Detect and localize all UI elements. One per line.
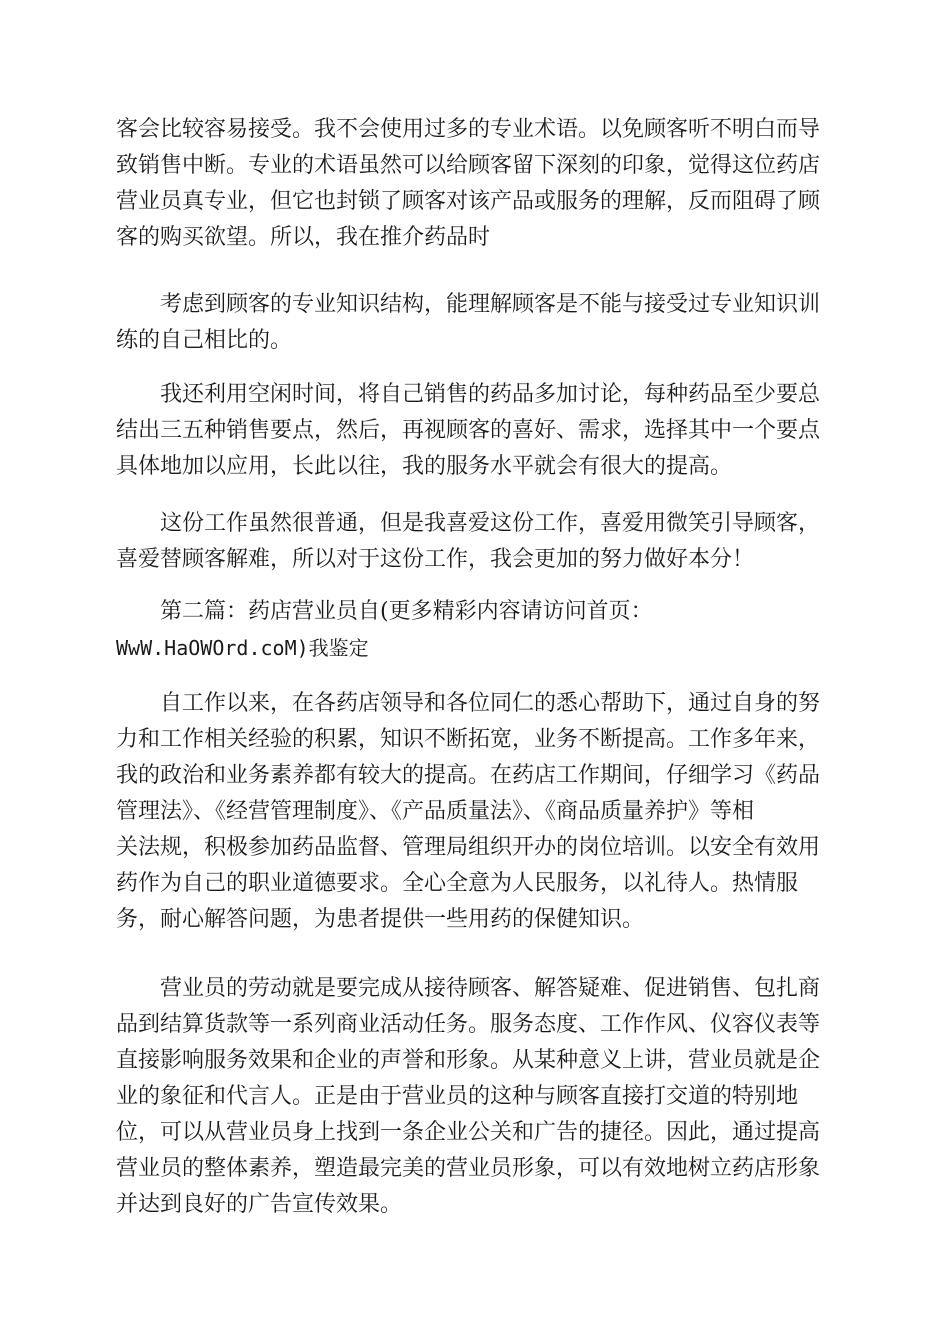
text-line: 这份工作虽然很普通，但是我喜爱这份工作，喜爱用微笑引导顾客，: [116, 511, 821, 536]
text-line: 位，可以从营业员身上找到一条企业公关和广告的捷径。因此，通过提高: [116, 1120, 821, 1145]
text-line: 结出三五种销售要点，然后，再视顾客的喜好、需求，选择其中一个要点: [116, 418, 821, 443]
text-line: 营业员的整体素养，塑造最完美的营业员形象，可以有效地树立药店形象: [116, 1156, 821, 1181]
text-line: 业的象征和代言人。正是由于营业员的这种与顾客直接打交道的特别地: [116, 1084, 799, 1109]
text-line: 务，耐心解答问题，为患者提供一些用药的保健知识。: [116, 907, 645, 932]
paragraph-3: [116, 377, 836, 485]
text-line: 练的自己相比的。: [116, 328, 293, 353]
text-line: 客的购买欲望。所以，我在推介药品时: [116, 225, 491, 250]
heading-url-line: WwW.HaOWOrd.coM)我鉴定: [116, 636, 369, 660]
paragraph-4: [116, 506, 836, 578]
text-line: 喜爱替顾客解难，所以对于这份工作，我会更加的努力做好本分！: [116, 547, 755, 572]
text-line: 具体地加以应用，长此以往，我的服务水平就会有很大的提高。: [116, 454, 733, 479]
text-line: 我的政治和业务素养都有较大的提高。在药店工作期间，仔细学习《药品: [116, 763, 821, 788]
paragraph-6: [116, 686, 836, 938]
text-line: 品到结算货款等一系列商业活动任务。服务态度、工作作风、仪容仪表等: [116, 1012, 821, 1037]
paragraph-2: [116, 287, 836, 359]
text-line: 力和工作相关经验的积累，知识不断拓宽，业务不断提高。工作多年来，: [116, 727, 821, 752]
text-line: 致销售中断。专业的术语虽然可以给顾客留下深刻的印象，觉得这位药店: [116, 153, 821, 178]
paragraph-7: [116, 971, 836, 1223]
text-line: 我还利用空闲时间，将自己销售的药品多加讨论，每种药品至少要总: [116, 382, 821, 407]
paragraph-1: [116, 112, 836, 256]
text-line: 考虑到顾客的专业知识结构，能理解顾客是不能与接受过专业知识训: [116, 292, 821, 317]
heading-line: 第二篇：药店营业员自(更多精彩内容请访问首页：: [116, 599, 653, 624]
text-line: 关法规，积极参加药品监督、管理局组织开办的岗位培训。以安全有效用: [116, 835, 821, 860]
text-line: 直接影响服务效果和企业的声誉和形象。从某种意义上讲，营业员就是企: [116, 1048, 821, 1073]
text-line: 管理法》、《经营管理制度》、《产品质量法》、《商品质量养护》等相: [116, 799, 755, 824]
text-line: 营业员的劳动就是要完成从接待顾客、解答疑难、促进销售、包扎商: [116, 976, 821, 1001]
text-line: 自工作以来，在各药店领导和各位同仁的悉心帮助下，通过自身的努: [116, 691, 821, 716]
section-heading-2: [116, 594, 836, 666]
text-line: 药作为自己的职业道德要求。全心全意为人民服务，以礼待人。热情服: [116, 871, 799, 896]
text-line: 客会比较容易接受。我不会使用过多的专业术语。以免顾客听不明白而导: [116, 117, 821, 142]
text-line: 并达到良好的广告宣传效果。: [116, 1192, 403, 1217]
text-line: 营业员真专业，但它也封锁了顾客对该产品或服务的理解，反而阻碍了顾: [116, 189, 821, 214]
